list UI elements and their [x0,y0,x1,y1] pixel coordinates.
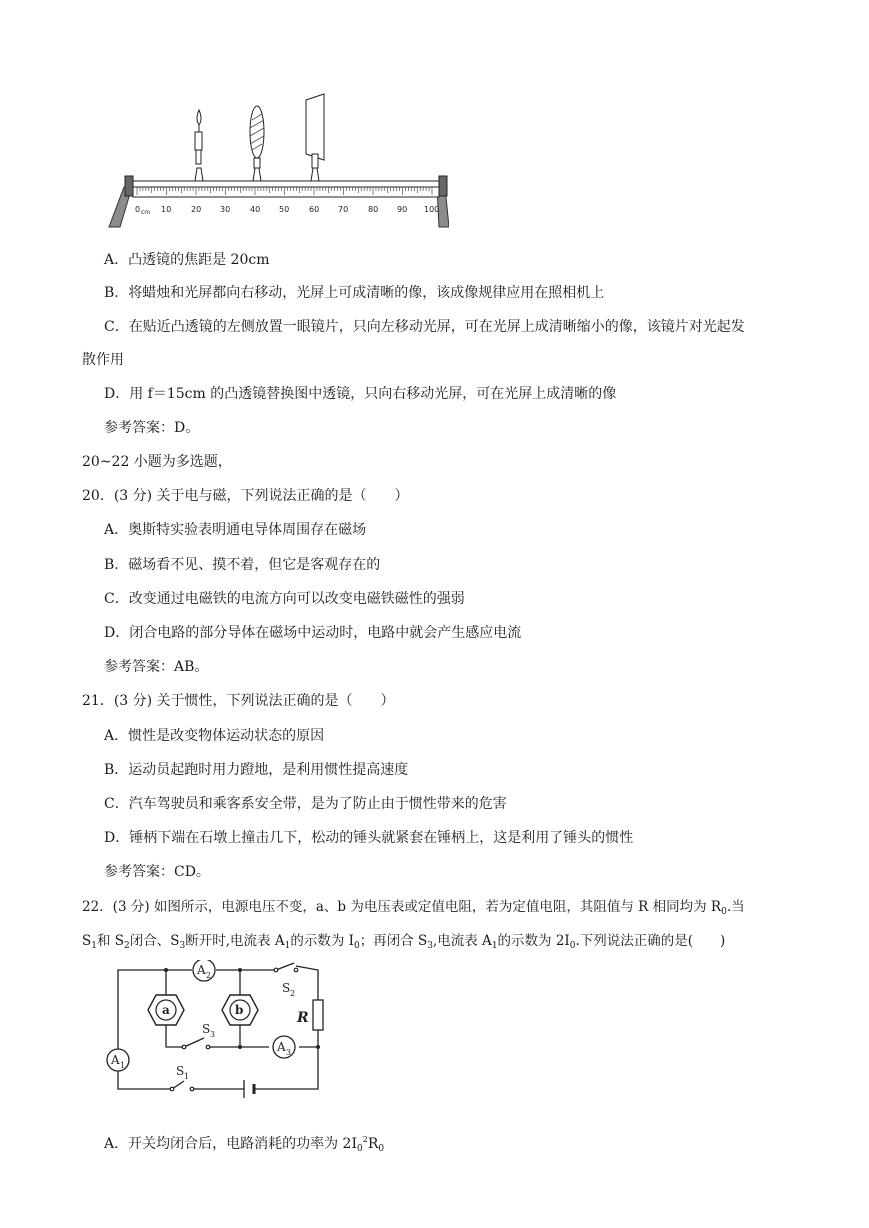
label-r: R [297,1010,309,1026]
bench-left-block [125,176,133,196]
q21-stem: 21．(3 分) 关于惯性，下列说法正确的是（ ） [82,693,395,709]
q22-stem-line2-seg: 3 [427,941,433,951]
q22-stem-line2-seg: ,电流表 A [432,933,492,949]
scale-50: 50 [279,205,290,214]
scale-70: 70 [338,205,349,214]
q22-stem-line2-seg: 的示数为 I [290,933,354,949]
q22-stem-line2-seg: 3 [179,941,186,951]
q21-option-b: B．运动员起跑时用力蹬地，是利用惯性提高速度 [104,762,409,778]
q20-option-a: A．奥斯特实验表明通电导体周围存在磁场 [104,522,367,538]
q20-answer: 参考答案：AB。 [104,659,209,675]
optical-bench-figure [104,92,449,232]
scale-0: 0 [135,205,141,214]
scale-60: 60 [309,205,320,214]
q22-stem-line2-seg: 0 [353,941,360,951]
q21-answer: 参考答案：CD。 [104,864,210,880]
scale-cm: cm [141,209,151,216]
label-s2: S [282,981,291,995]
q22-stem-line1 [82,897,745,922]
q22-option-a-seg: 0 [378,1144,385,1154]
q22-option-a [104,1130,384,1159]
q22-stem-sub: 0 [721,907,727,917]
q20-stem: 20．(3 分) 关于电与磁，下列说法正确的是（ ） [82,488,409,504]
convex-lens [250,106,264,181]
q22-stem-line2-seg: 和 S [96,933,125,949]
label-a2-sub: 2 [206,971,212,980]
q22-stem-line2-seg: 1 [91,941,97,951]
label-a3-sub: 3 [286,1048,292,1057]
label-a1: A [111,1053,120,1067]
q19-answer: 参考答案：D。 [104,420,200,436]
q22-stem-line2 [82,931,725,956]
q22-stem-line2-seg: 1 [491,941,498,951]
scale-80: 80 [368,205,379,214]
q19-option-d: D．用 f＝15cm 的凸透镜替换图中透镜，只向右移动光屏，可在光屏上成清晰的像 [104,386,617,402]
scale-30: 30 [220,205,231,214]
q20-option-d: D．闭合电路的部分导体在磁场中运动时，电路中就会产生感应电流 [104,625,522,641]
q19-option-c-line2: 散作用 [82,352,124,368]
section-note: 20~22 小题为多选题， [82,454,232,470]
q22-stem-line2-seg: 1 [284,941,291,951]
q21-option-a: A．惯性是改变物体运动状态的原因 [104,728,325,744]
q20-option-b: B．磁场看不见、摸不着，但它是客观存在的 [104,557,381,573]
q22-stem-line2-seg: 断开时,电流表 A [185,933,285,949]
label-a2: A [197,963,206,977]
label-s1-sub: 1 [184,1072,190,1081]
q19-option-a: A．凸透镜的焦距是 20cm [104,252,270,268]
q22-stem-line2-seg: ；再闭合 S [359,933,428,949]
q19-option-c-line1: C．在贴近凸透镜的左侧放置一眼镜片，只向左移动光屏，可在光屏上成清晰缩小的像，该镜片对光起发 [104,319,745,335]
bench-right-block [439,176,447,196]
scale-10: 10 [161,205,172,214]
q22-option-a-seg: A．开关均闭合后，电路消耗的功率为 2I [104,1136,357,1152]
q22-option-a-seg: 2 [362,1135,368,1144]
candle [195,110,203,181]
q20-option-c: C．改变通过电磁铁的电流方向可以改变电磁铁磁性的强弱 [104,591,465,607]
light-screen [306,94,324,181]
q21-option-d: D．锤柄下端在石墩上撞击几下，松动的锤头就紧套在锤柄上，这是利用了锤头的惯性 [104,830,634,846]
q22-option-a-seg: R [367,1136,379,1152]
q22-stem-line2-seg: S [82,933,92,949]
label-s3: S [202,1022,211,1036]
bench-rail [133,181,439,187]
scale-100: 100 [424,205,440,214]
label-s2-sub: 2 [290,989,296,998]
scale-20: 20 [191,205,202,214]
q22-stem-line2-seg: .下列说法正确的是( ) [575,933,726,949]
label-s1: S [176,1064,185,1078]
q21-option-c: C．汽车驾驶员和乘客系安全带，是为了防止由于惯性带来的危害 [104,796,507,812]
label-a3: A [277,1040,286,1054]
label-b: b [235,1003,244,1017]
resistor-r [313,1000,323,1030]
q22-option-a-seg: 0 [357,1144,363,1154]
q19-option-b: B．将蜡烛和光屏都向右移动，光屏上可成清晰的像，该成像规律应用在照相机上 [104,285,605,301]
circuit-figure [104,960,334,1105]
scale-40: 40 [250,205,261,214]
label-a1-sub: 1 [120,1061,126,1070]
q22-stem-tail: .当 [726,899,745,915]
bench-ruler [133,187,439,197]
q22-stem-line2-seg: 2 [124,941,130,951]
label-s3-sub: 3 [210,1030,216,1039]
q22-stem-line2-seg: 闭合、S [129,933,180,949]
q22-stem-line2-seg: 的示数为 2I [497,933,570,949]
scale-90: 90 [397,205,408,214]
q22-stem-line2-seg: 0 [569,941,576,951]
label-a: a [162,1003,170,1017]
q22-stem-text: 22．(3 分) 如图所示，电源电压不变，a、b 为电压表或定值电阻，若为定值电阻，其阻值与 R 相同均为 R [82,899,722,915]
